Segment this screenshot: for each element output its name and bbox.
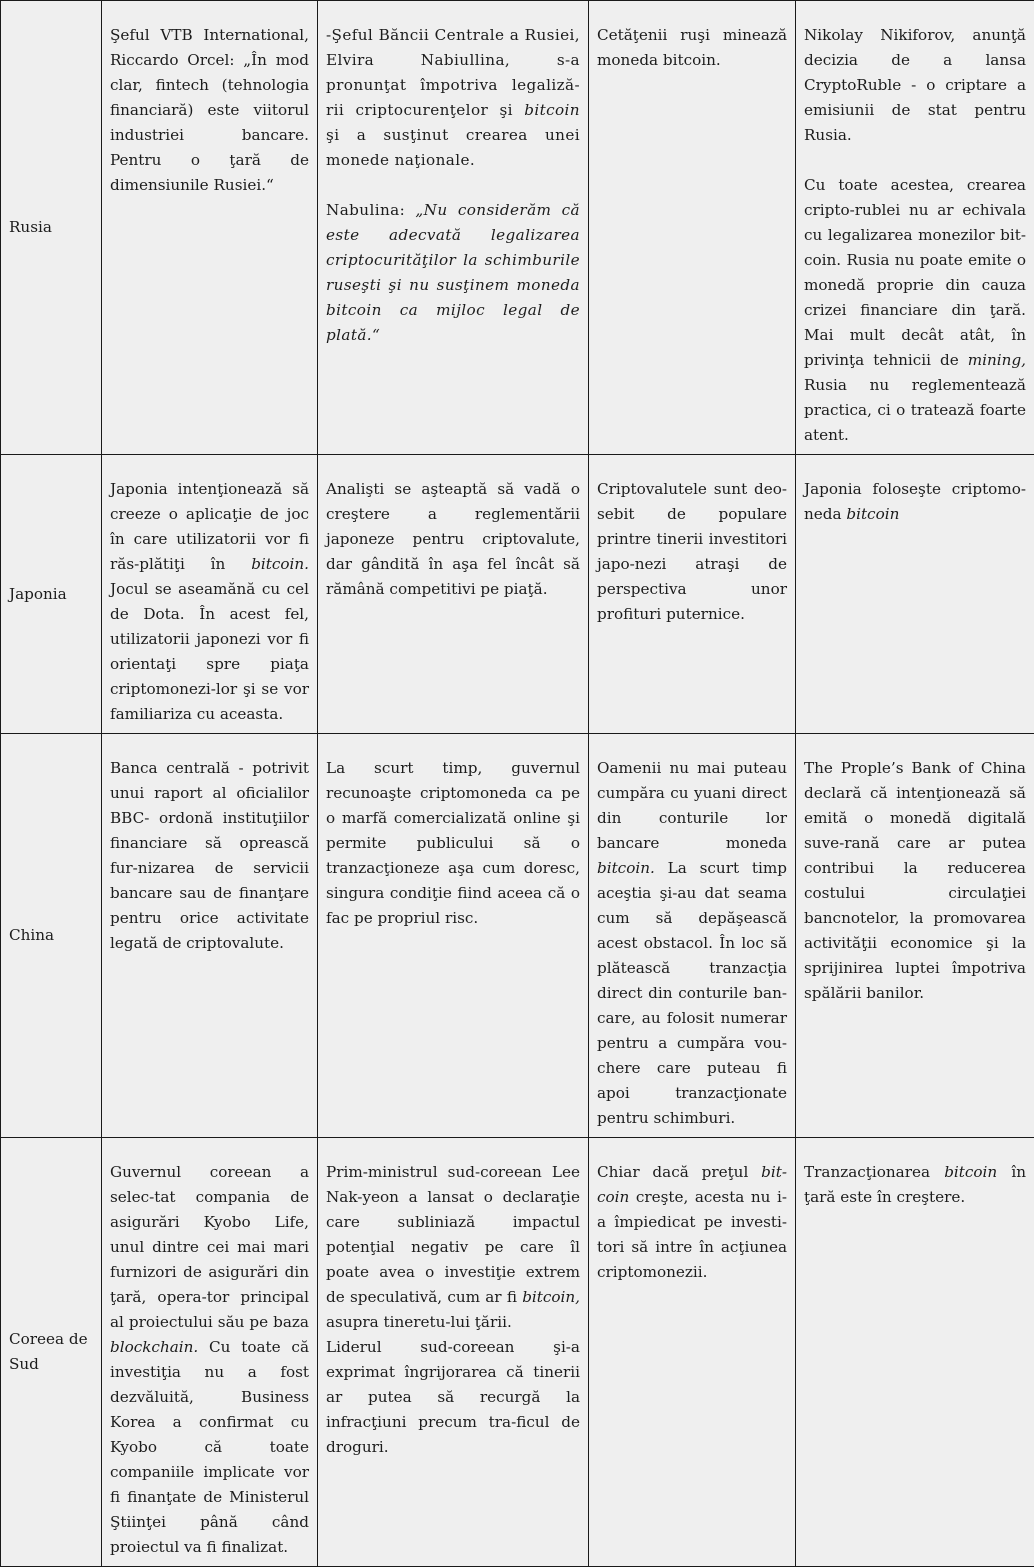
table-cell: [796, 1138, 1034, 1567]
table-cell: [102, 734, 318, 1138]
cell-text: Cetăţenii ruşi minează moneda bitcoin.: [597, 23, 787, 73]
table-cell: [796, 455, 1034, 734]
country-cell: Rusia: [1, 1, 102, 455]
text-emphasis: bit-coin: [597, 1163, 787, 1206]
table-cell: [796, 734, 1034, 1138]
cell-paragraph: [110, 1160, 309, 1560]
text-run: în ţară este în creştere.: [804, 1163, 1026, 1206]
text-run: Tranzacţionarea: [804, 1163, 944, 1181]
cell-text: Criptovalutele sunt deo-sebit de populare printre tinerii investitori japo-nezi atraşi de perspectiva unor profituri puternice.: [597, 477, 787, 627]
table-cell: [318, 1138, 589, 1567]
text-emphasis: bitcoin: [944, 1163, 997, 1181]
cell-paragraph: Nikolay Nikiforov, anunţă decizia de a lansa CryptoRuble - o criptare a emisiunii de stat pentru Rusia.: [804, 23, 1026, 148]
cell-text: Şeful VTB International, Riccardo Orcel: „În mod clar, fintech (tehnologia financiară) este viitorul industriei bancare. Pentru o ţară de dimensiunile Rusiei.“: [110, 23, 309, 198]
cell-paragraph: [597, 756, 787, 1131]
table-row-coreea-de-sud: [1, 1138, 1034, 1567]
cell-text: La scurt timp, guvernul recunoaşte criptomoneda ca pe o marfă comercializată online şi permite publicului să o tranzacţioneze aşa cum doresc, singura condiţie fiind aceea că o fac pe propriul risc.: [326, 756, 580, 931]
cell-paragraph: [804, 173, 1026, 448]
table-row-rusia: [1, 1, 1034, 455]
text-emphasis: bitcoin.: [597, 859, 655, 877]
text-run: Cu toate că investiţia nu a fost dezvăluită, Business Korea a confirmat cu Kyobo că toate companiile implicate vor fi finanţate de Ministerul Ştiinţei până când proiectul va fi finalizat.: [110, 1338, 309, 1556]
table-cell: [589, 455, 796, 734]
table-cell: [589, 1138, 796, 1567]
table-cell: [796, 1, 1034, 455]
text-run: Guvernul coreean a selec-tat compania de asigurări Kyobo Life, unul dintre cei mai mari furnizori de asigurări din ţară, opera-tor principal al proiectului său pe baza: [110, 1163, 309, 1331]
text-run: -Şeful Băncii Centrale a Rusiei, Elvira Nabiullina, s-a pronunţat împotriva legaliză-rii criptocurenţelor şi: [326, 26, 580, 119]
text-run: asupra tineretu-lui ţării.: [326, 1313, 512, 1331]
table-row-japonia: [1, 455, 1034, 734]
text-run: Chiar dacă preţul: [597, 1163, 761, 1181]
text-run: Oamenii nu mai puteau cumpăra cu yuani direct din conturile lor bancare moneda: [597, 759, 787, 852]
text-emphasis: bitcoin,: [522, 1288, 580, 1306]
country-cell: Japonia: [1, 455, 102, 734]
text-run: Japonia foloseşte criptomo-neda: [804, 480, 1026, 523]
cell-paragraph: [326, 1160, 580, 1335]
text-run: Jocul se aseamănă cu cel de Dota. În acest fel, utilizatorii japonezi vor fi orientaţi spre piaţa criptomonezi-lor şi se vor familiariza cu aceasta.: [110, 580, 309, 723]
text-run: Prim-ministrul sud-coreean Lee Nak-yeon a lansat o declaraţie care subliniază impactul potenţial negativ pe care îl poate avea o investiţie extrem de speculativă, cum ar fi: [326, 1163, 580, 1306]
table-cell: [318, 1, 589, 455]
table-cell: [589, 734, 796, 1138]
text-emphasis: mining,: [968, 351, 1026, 369]
table-cell: [318, 734, 589, 1138]
text-emphasis: blockchain.: [110, 1338, 198, 1356]
cell-text: Banca centrală - potrivit unui raport al oficialilor BBC- ordonă instituţiilor financiare să oprească fur-nizarea de servicii bancare sau de finanţare pentru orice activitate legată de criptovalute.: [110, 756, 309, 956]
table-cell: [589, 1, 796, 455]
table-cell: [102, 1, 318, 455]
text-run: Rusia nu reglementează practica, ci o tratează foarte atent.: [804, 376, 1026, 444]
cell-paragraph: [326, 23, 580, 173]
text-emphasis: bitcoin.: [251, 555, 309, 573]
text-run: Cu toate acestea, crearea cripto-rublei nu ar echivala cu legalizarea monezilor bit-coin. Rusia nu poate emite o monedă proprie din cauza crizei financiare din ţară. Mai mult decât atât, în privinţa tehnicii de: [804, 176, 1026, 369]
table-row-china: [1, 734, 1034, 1138]
table-cell: [318, 455, 589, 734]
text-run: La scurt timp aceştia şi-au dat seama cum să depăşească acest obstacol. În loc să plătească tranzacţia direct din conturile ban-care, au folosit numerar pentru a cumpăra vou-chere care puteau fi apoi tranzacţionate pentru schimburi.: [597, 859, 787, 1127]
text-emphasis: „Nu considerăm că este adecvată legalizarea criptocurităţilor la schimburile ruseşti şi nu susţinem moneda bitcoin ca mijloc legal de plată.“: [326, 201, 580, 344]
text-run: creşte, acesta nu i-a împiedicat pe investi-tori să intre în acţiunea criptomonezii.: [597, 1188, 787, 1281]
text-run: Nabulina:: [326, 201, 415, 219]
text-emphasis: bitcoin: [846, 505, 899, 523]
cell-paragraph: [804, 1160, 1026, 1210]
cell-paragraph: [597, 1160, 787, 1285]
cell-paragraph: [804, 477, 1026, 527]
text-run: Japonia intenţionează să creeze o aplicaţie de joc în care utilizatorii vor fi răs-plătiţi în: [110, 480, 309, 573]
cell-paragraph: [326, 198, 580, 348]
table-cell: [102, 455, 318, 734]
cell-paragraph: [110, 477, 309, 727]
country-cell: Coreea de Sud: [1, 1138, 102, 1567]
cell-text: Analişti se aşteaptă să vadă o creştere a reglementării japoneze pentru criptovalute, dar gândită în aşa fel încât să rămână competitivi pe piaţă.: [326, 477, 580, 602]
cell-paragraph: Liderul sud-coreean şi-a exprimat îngrijorarea că tinerii ar putea să recurgă la infracţiuni precum tra-ficul de droguri.: [326, 1335, 580, 1460]
country-cell: China: [1, 734, 102, 1138]
table-cell: [102, 1138, 318, 1567]
text-emphasis: bitcoin: [524, 101, 580, 119]
text-run: şi a susţinut crearea unei monede naţionale.: [326, 126, 580, 169]
cell-text: The Prople’s Bank of China declară că intenţionează să emită o monedă digitală suve-rană care ar putea contribui la reducerea costului circulaţiei bancnotelor, la promovarea activităţii economice şi la sprijinirea luptei împotriva spălării banilor.: [804, 756, 1026, 1006]
